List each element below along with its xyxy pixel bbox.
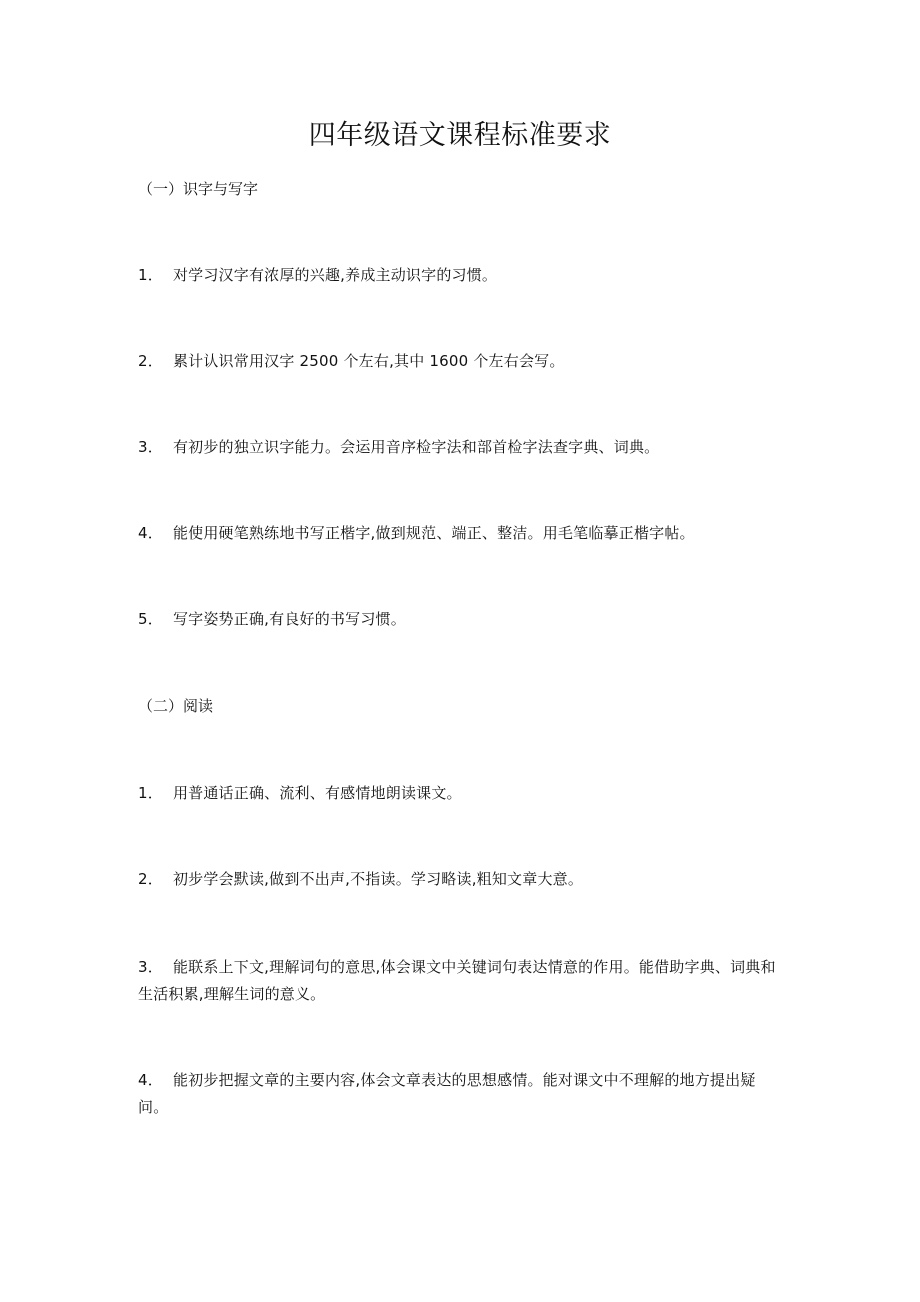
item-number: 2． bbox=[138, 352, 163, 370]
item-number: 4． bbox=[138, 524, 163, 542]
item-number: 3． bbox=[138, 958, 163, 976]
item-number: 1． bbox=[138, 266, 163, 284]
list-item bbox=[138, 954, 778, 1008]
item-number: 1． bbox=[138, 784, 163, 802]
list-item bbox=[138, 606, 778, 633]
item-number: 4． bbox=[138, 1071, 163, 1089]
list-item bbox=[138, 262, 778, 289]
item-text: 写字姿势正确,有良好的书写习惯。 bbox=[172, 610, 406, 628]
item-text: 能初步把握文章的主要内容,体会文章表达的思想感情。能对课文中不理解的地方提出疑问。 bbox=[138, 1071, 756, 1116]
item-text: 有初步的独立识字能力。会运用音序检字法和部首检字法查字典、词典。 bbox=[172, 438, 660, 456]
item-number: 5． bbox=[138, 610, 163, 628]
list-item bbox=[138, 520, 778, 547]
item-number: 3． bbox=[138, 438, 163, 456]
page-title: 四年级语文课程标准要求 bbox=[308, 120, 612, 151]
item-number: 2． bbox=[138, 870, 163, 888]
item-text: 初步学会默读,做到不出声,不指读。学习略读,粗知文章大意。 bbox=[172, 870, 584, 888]
section-heading-literacy: （一）识字与写字 bbox=[138, 180, 259, 198]
list-item bbox=[138, 1067, 778, 1121]
item-text: 对学习汉字有浓厚的兴趣,养成主动识字的习惯。 bbox=[172, 266, 498, 284]
item-text: 能使用硬笔熟练地书写正楷字,做到规范、端正、整洁。用毛笔临摹正楷字帖。 bbox=[172, 524, 695, 542]
list-item bbox=[138, 348, 778, 375]
section-heading-reading: （二）阅读 bbox=[138, 697, 214, 715]
list-item bbox=[138, 866, 778, 893]
item-text: 用普通话正确、流利、有感情地朗读课文。 bbox=[172, 784, 462, 802]
item-text: 能联系上下文,理解词句的意思,体会课文中关键词句表达情意的作用。能借助字典、词典和生活积累,理解生词的意义。 bbox=[138, 958, 776, 1003]
list-item bbox=[138, 780, 778, 807]
list-item bbox=[138, 434, 778, 461]
item-text: 累计认识常用汉字 2500 个左右,其中 1600 个左右会写。 bbox=[172, 352, 565, 370]
